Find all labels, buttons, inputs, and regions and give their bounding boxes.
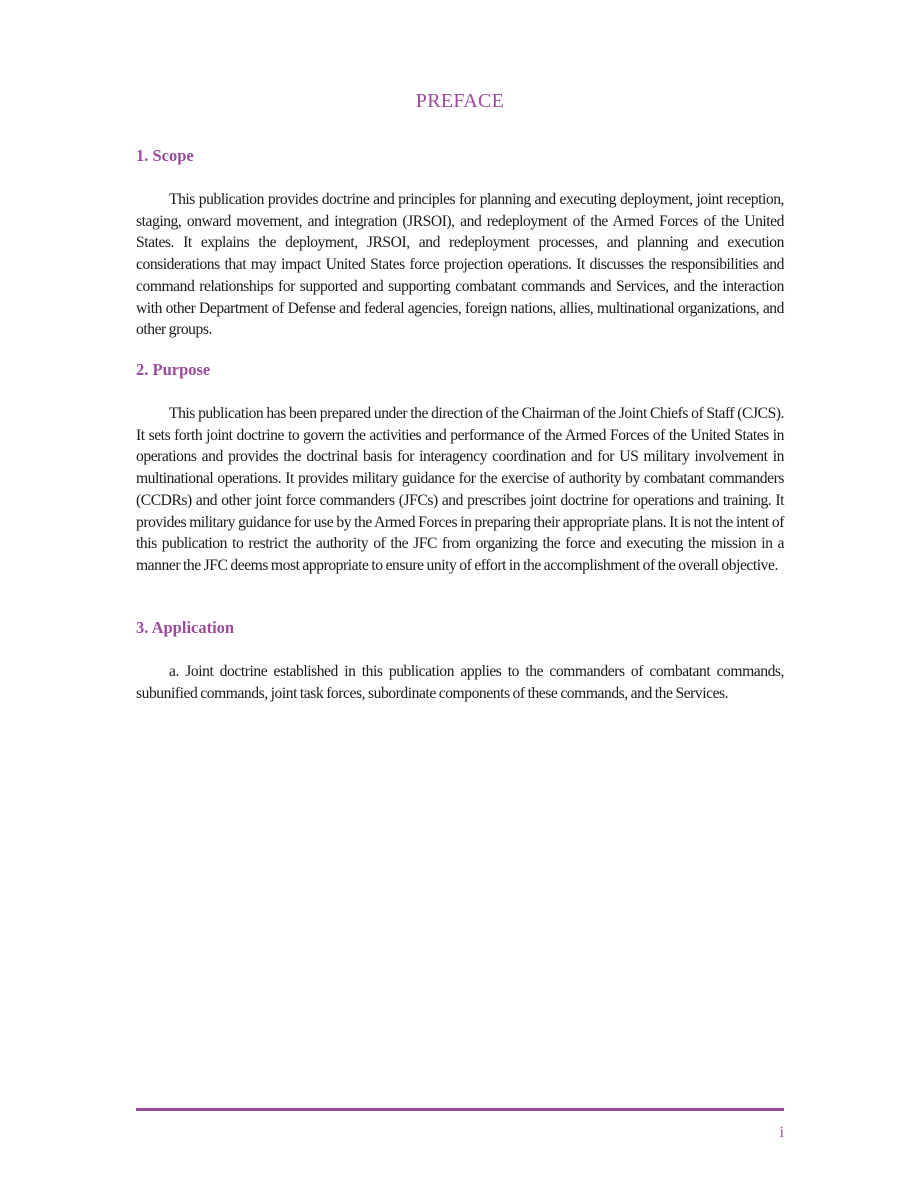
page-title: PREFACE (415, 90, 505, 112)
application-paragraph-a: a. Joint doctrine established in this publication applies to the commanders of combatant commands, subunified commands, joint task forces, subordinate components of these commands, and the Services. (136, 663, 784, 702)
scope-paragraph: This publication provides doctrine and principles for planning and executing deployment, joint reception, staging, onward movement, and integration (JRSOI), and redeployment of the Armed Forces of the United States. It explains the deployment, JRSOI, and redeployment processes, and planning and execution considerations that may impact United States force projection operations. It discusses the responsibilities and command relationships for supported and supporting combatant commands and Services, and the interaction with other Department of Defense and federal agencies, foreign nations, allies, multinational organizations, and other groups. (136, 191, 784, 339)
footer-rule (136, 1108, 784, 1111)
document-page (136, 0, 784, 1191)
page-number: i (779, 1124, 784, 1141)
section-heading-purpose: 2. Purpose (136, 360, 211, 379)
purpose-paragraph: This publication has been prepared under the direction of the Chairman of the Joint Chiefs of Staff (CJCS). It sets forth joint doctrine to govern the activities and performance of the Armed Forces of the United States in operations and provides the doctrinal basis for interagency coordination and for US military involvement in multinational operations. It provides military guidance for the exercise of authority by combatant commanders (CCDRs) and other joint force commanders (JFCs) and prescribes joint doctrine for operations and training. It provides military guidance for use by the Armed Forces in preparing their appropriate plans. It is not the intent of this publication to restrict the authority of the JFC from organizing the force and executing the mission in a manner the JFC deems most appropriate to ensure unity of effort in the accomplishment of the overall objective. (136, 405, 784, 574)
section-heading-scope: 1. Scope (136, 146, 194, 165)
section-heading-application: 3. Application (136, 618, 235, 637)
